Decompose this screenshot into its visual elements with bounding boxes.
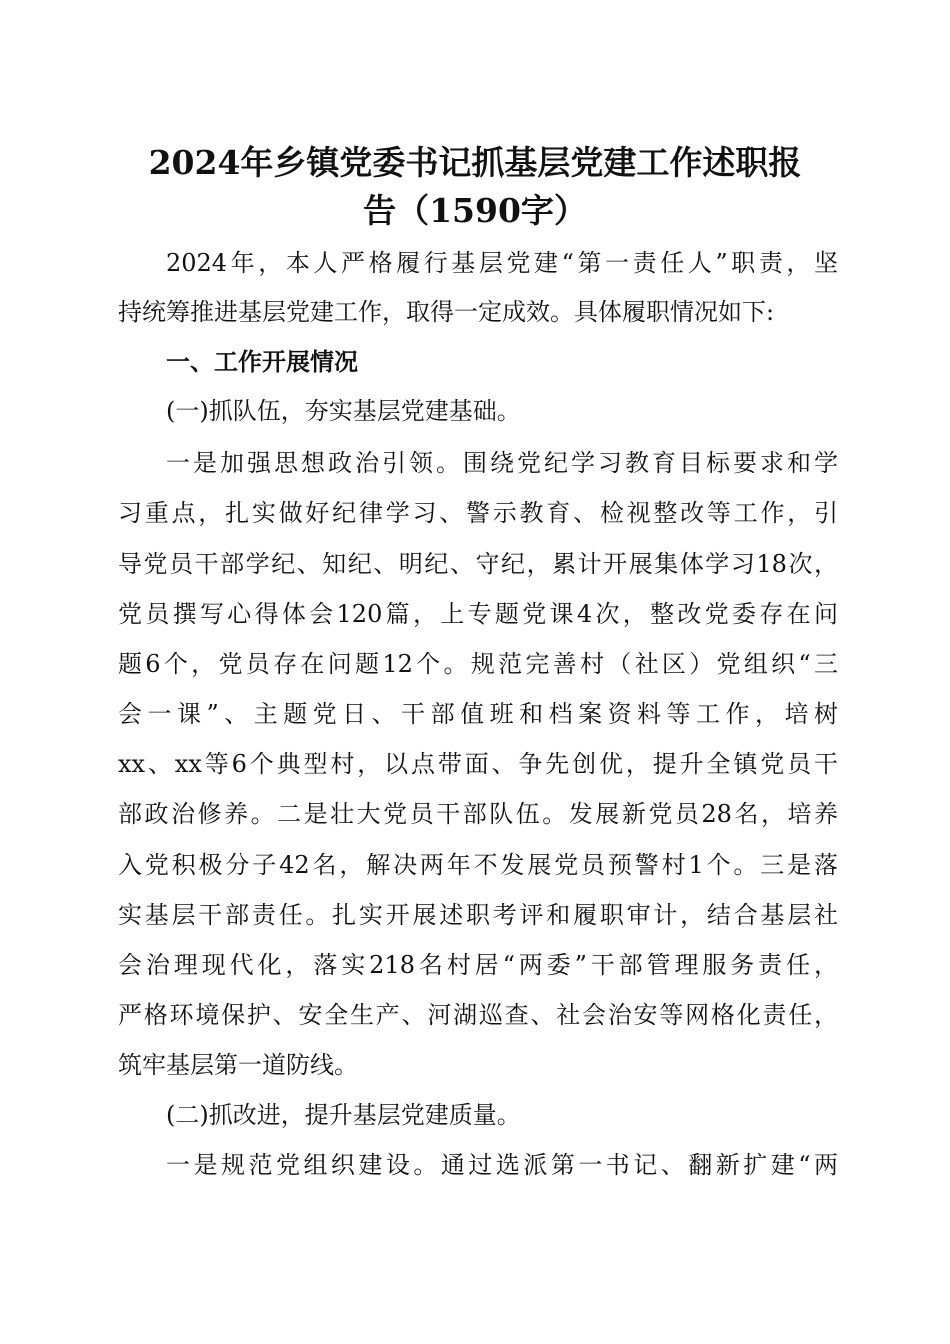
paragraph-line: 习重点，扎实做好纪律学习、警示教育、检视整改等工作，引 xyxy=(118,499,838,527)
paragraph-line: 党员撰写心得体会120篇，上专题党课4次，整改党委存在问 xyxy=(118,600,838,628)
paragraph-line: 实基层干部责任。扎实开展述职考评和履职审计，结合基层社 xyxy=(118,901,838,929)
paragraph-line: 题6个，党员存在问题12个。规范完善村（社区）党组织“三 xyxy=(118,650,838,678)
section-heading: 一、工作开展情况 xyxy=(166,348,358,376)
paragraph-line: 部政治修养。二是壮大党员干部队伍。发展新党员28名，培养 xyxy=(118,800,838,828)
paragraph-line: 筑牢基层第一道防线。 xyxy=(118,1051,358,1079)
paragraph-line: 严格环境保护、安全生产、河湖巡查、社会治安等网格化责任， xyxy=(118,1001,838,1029)
subsection-heading: (一)抓队伍，夯实基层党建基础。 xyxy=(166,397,521,425)
paragraph-line: 入党积极分子42名，解决两年不发展党员预警村1个。三是落 xyxy=(118,851,838,879)
paragraph-line: 一是加强思想政治引领。围绕党纪学习教育目标要求和学 xyxy=(166,449,838,477)
paragraph-line: 一是规范党组织建设。通过选派第一书记、翻新扩建“两 xyxy=(166,1151,838,1179)
paragraph-line: 会一课”、主题党日、干部值班和档案资料等工作，培树 xyxy=(118,700,838,728)
document-title-line-1: 2024年乡镇党委书记抓基层党建工作述职报 xyxy=(148,143,802,182)
subsection-heading: (二)抓改进，提升基层党建质量。 xyxy=(166,1101,521,1129)
paragraph-line: 导党员干部学纪、知纪、明纪、守纪，累计开展集体学习18次， xyxy=(118,550,838,578)
paragraph-line: 持统筹推进基层党建工作，取得一定成效。具体履职情况如下: xyxy=(118,298,775,326)
document-title-line-2: 告（1590字） xyxy=(363,191,587,230)
paragraph-line: xx、xx等6个典型村，以点带面、争先创优，提升全镇党员干 xyxy=(118,750,838,778)
paragraph-line: 2024年，本人严格履行基层党建“第一责任人”职责，坚 xyxy=(166,249,838,277)
paragraph-line: 会治理现代化，落实218名村居“两委”干部管理服务责任， xyxy=(118,951,838,979)
